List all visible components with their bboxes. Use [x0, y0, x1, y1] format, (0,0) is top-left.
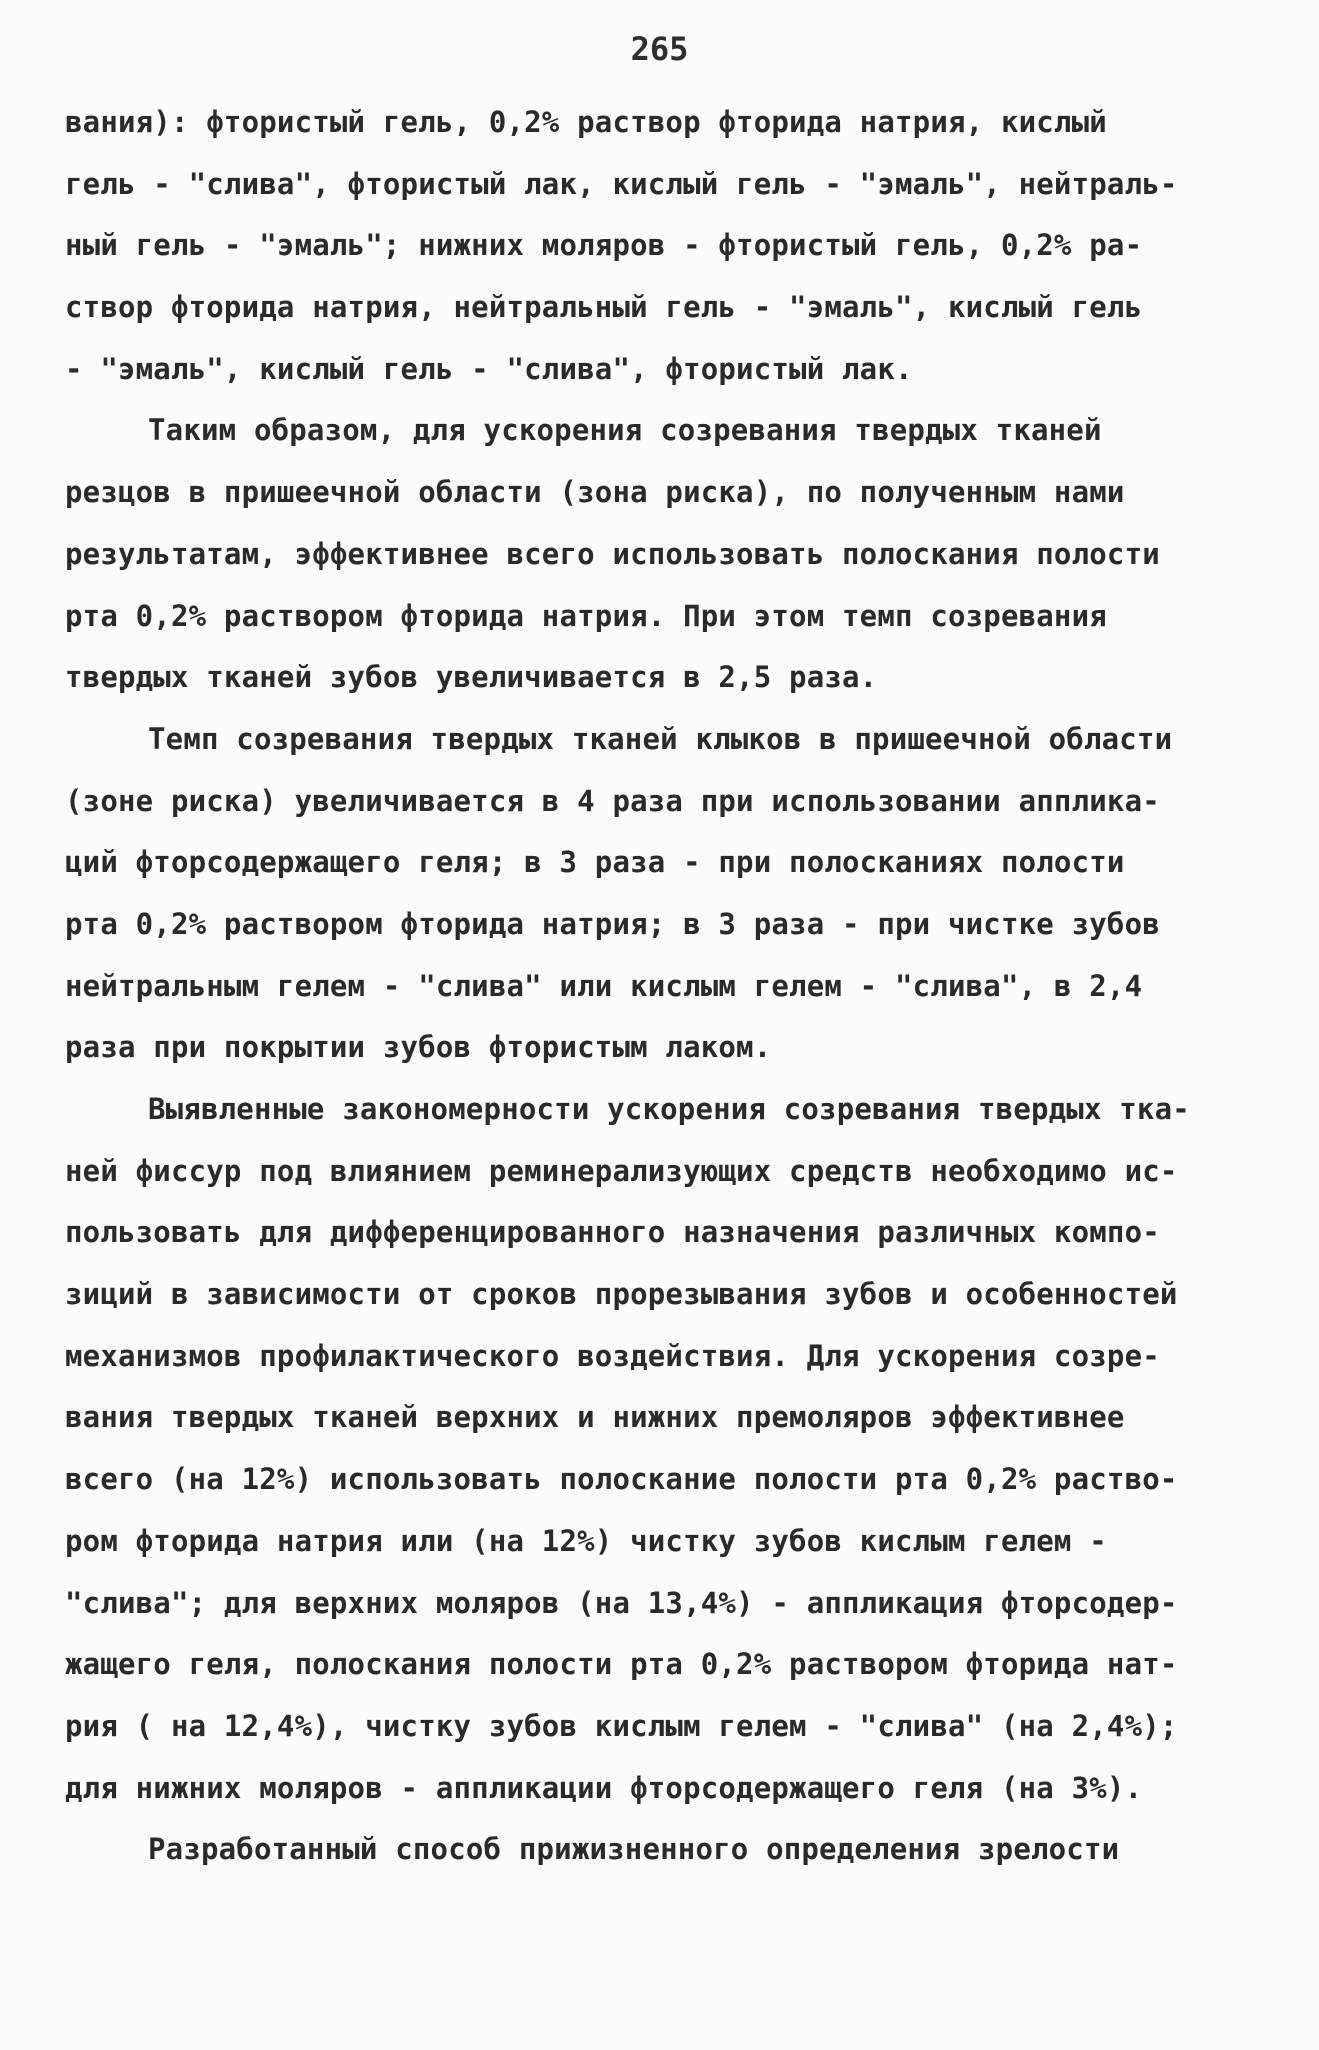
text-line: "слива"; для верхних моляров (на 13,4%) - аппликация фторсодер-: [65, 1585, 1178, 1620]
text-line: пользовать для дифференцированного назначения различных компо-: [65, 1215, 1160, 1250]
text-line: Разработанный способ прижизненного определения зрелости: [148, 1832, 1120, 1867]
text-line: рта 0,2% раствором фторида натрия; в 3 раза - при чистке зубов: [65, 906, 1160, 941]
text-line: вания): фтористый гель, 0,2% раствор фторида натрия, кислый: [65, 105, 1107, 139]
body-text: [65, 92, 1265, 1881]
text-line: гель - "слива", фтористый лак, кислый гель - "эмаль", нейтраль-: [65, 166, 1178, 201]
text-line: твердых тканей зубов увеличивается в 2,5 раза.: [65, 660, 878, 695]
text-line: ный гель - "эмаль"; нижних моляров - фтористый гель, 0,2% ра-: [65, 228, 1143, 263]
text-line: ций фторсодержащего геля; в 3 раза - при полосканиях полости: [65, 845, 1125, 880]
text-line: Выявленные закономерности ускорения созревания твердых тка-: [148, 1092, 1190, 1126]
text-line: раза при покрытии зубов фтористым лаком.: [65, 1030, 772, 1065]
text-line: вания твердых тканей верхних и нижних премоляров эффективнее: [65, 1400, 1125, 1435]
text-line: нейтральным гелем - "слива" или кислым гелем - "слива", в 2,4: [65, 968, 1143, 1003]
text-line: ром фторида натрия или (на 12%) чистку зубов кислым гелем -: [65, 1523, 1107, 1558]
text-line: Таким образом, для ускорения созревания твердых тканей: [148, 413, 1102, 448]
text-line: (зоне риска) увеличивается в 4 раза при использовании апплика-: [65, 783, 1160, 818]
text-line: результатам, эффективнее всего использовать полоскания полости: [65, 536, 1160, 571]
text-line: - "эмаль", кислый гель - "слива", фтористый лак.: [65, 351, 913, 386]
text-line: рия ( на 12,4%), чистку зубов кислым гелем - "слива" (на 2,4%);: [65, 1708, 1178, 1743]
text-line: Темп созревания твердых тканей клыков в пришеечной области: [148, 721, 1173, 756]
text-line: механизмов профилактического воздействия. Для ускорения созре-: [65, 1338, 1160, 1373]
text-line: жащего геля, полоскания полости рта 0,2% раствором фторида нат-: [65, 1647, 1178, 1682]
text-line: створ фторида натрия, нейтральный гель - "эмаль", кислый гель: [65, 290, 1143, 325]
text-line: рта 0,2% раствором фторида натрия. При этом темп созревания: [65, 598, 1107, 633]
text-line: ней фиссур под влиянием реминерализующих средств необходимо ис-: [65, 1153, 1178, 1188]
text-line: зиций в зависимости от сроков прорезывания зубов и особенностей: [65, 1277, 1178, 1312]
text-line: для нижних моляров - аппликации фторсодержащего геля (на 3%).: [65, 1770, 1143, 1805]
text-line: всего (на 12%) использовать полоскание полости рта 0,2% раство-: [65, 1462, 1178, 1497]
text-line: резцов в пришеечной области (зона риска), по полученным нами: [65, 475, 1125, 510]
page-number: 265: [630, 30, 689, 68]
